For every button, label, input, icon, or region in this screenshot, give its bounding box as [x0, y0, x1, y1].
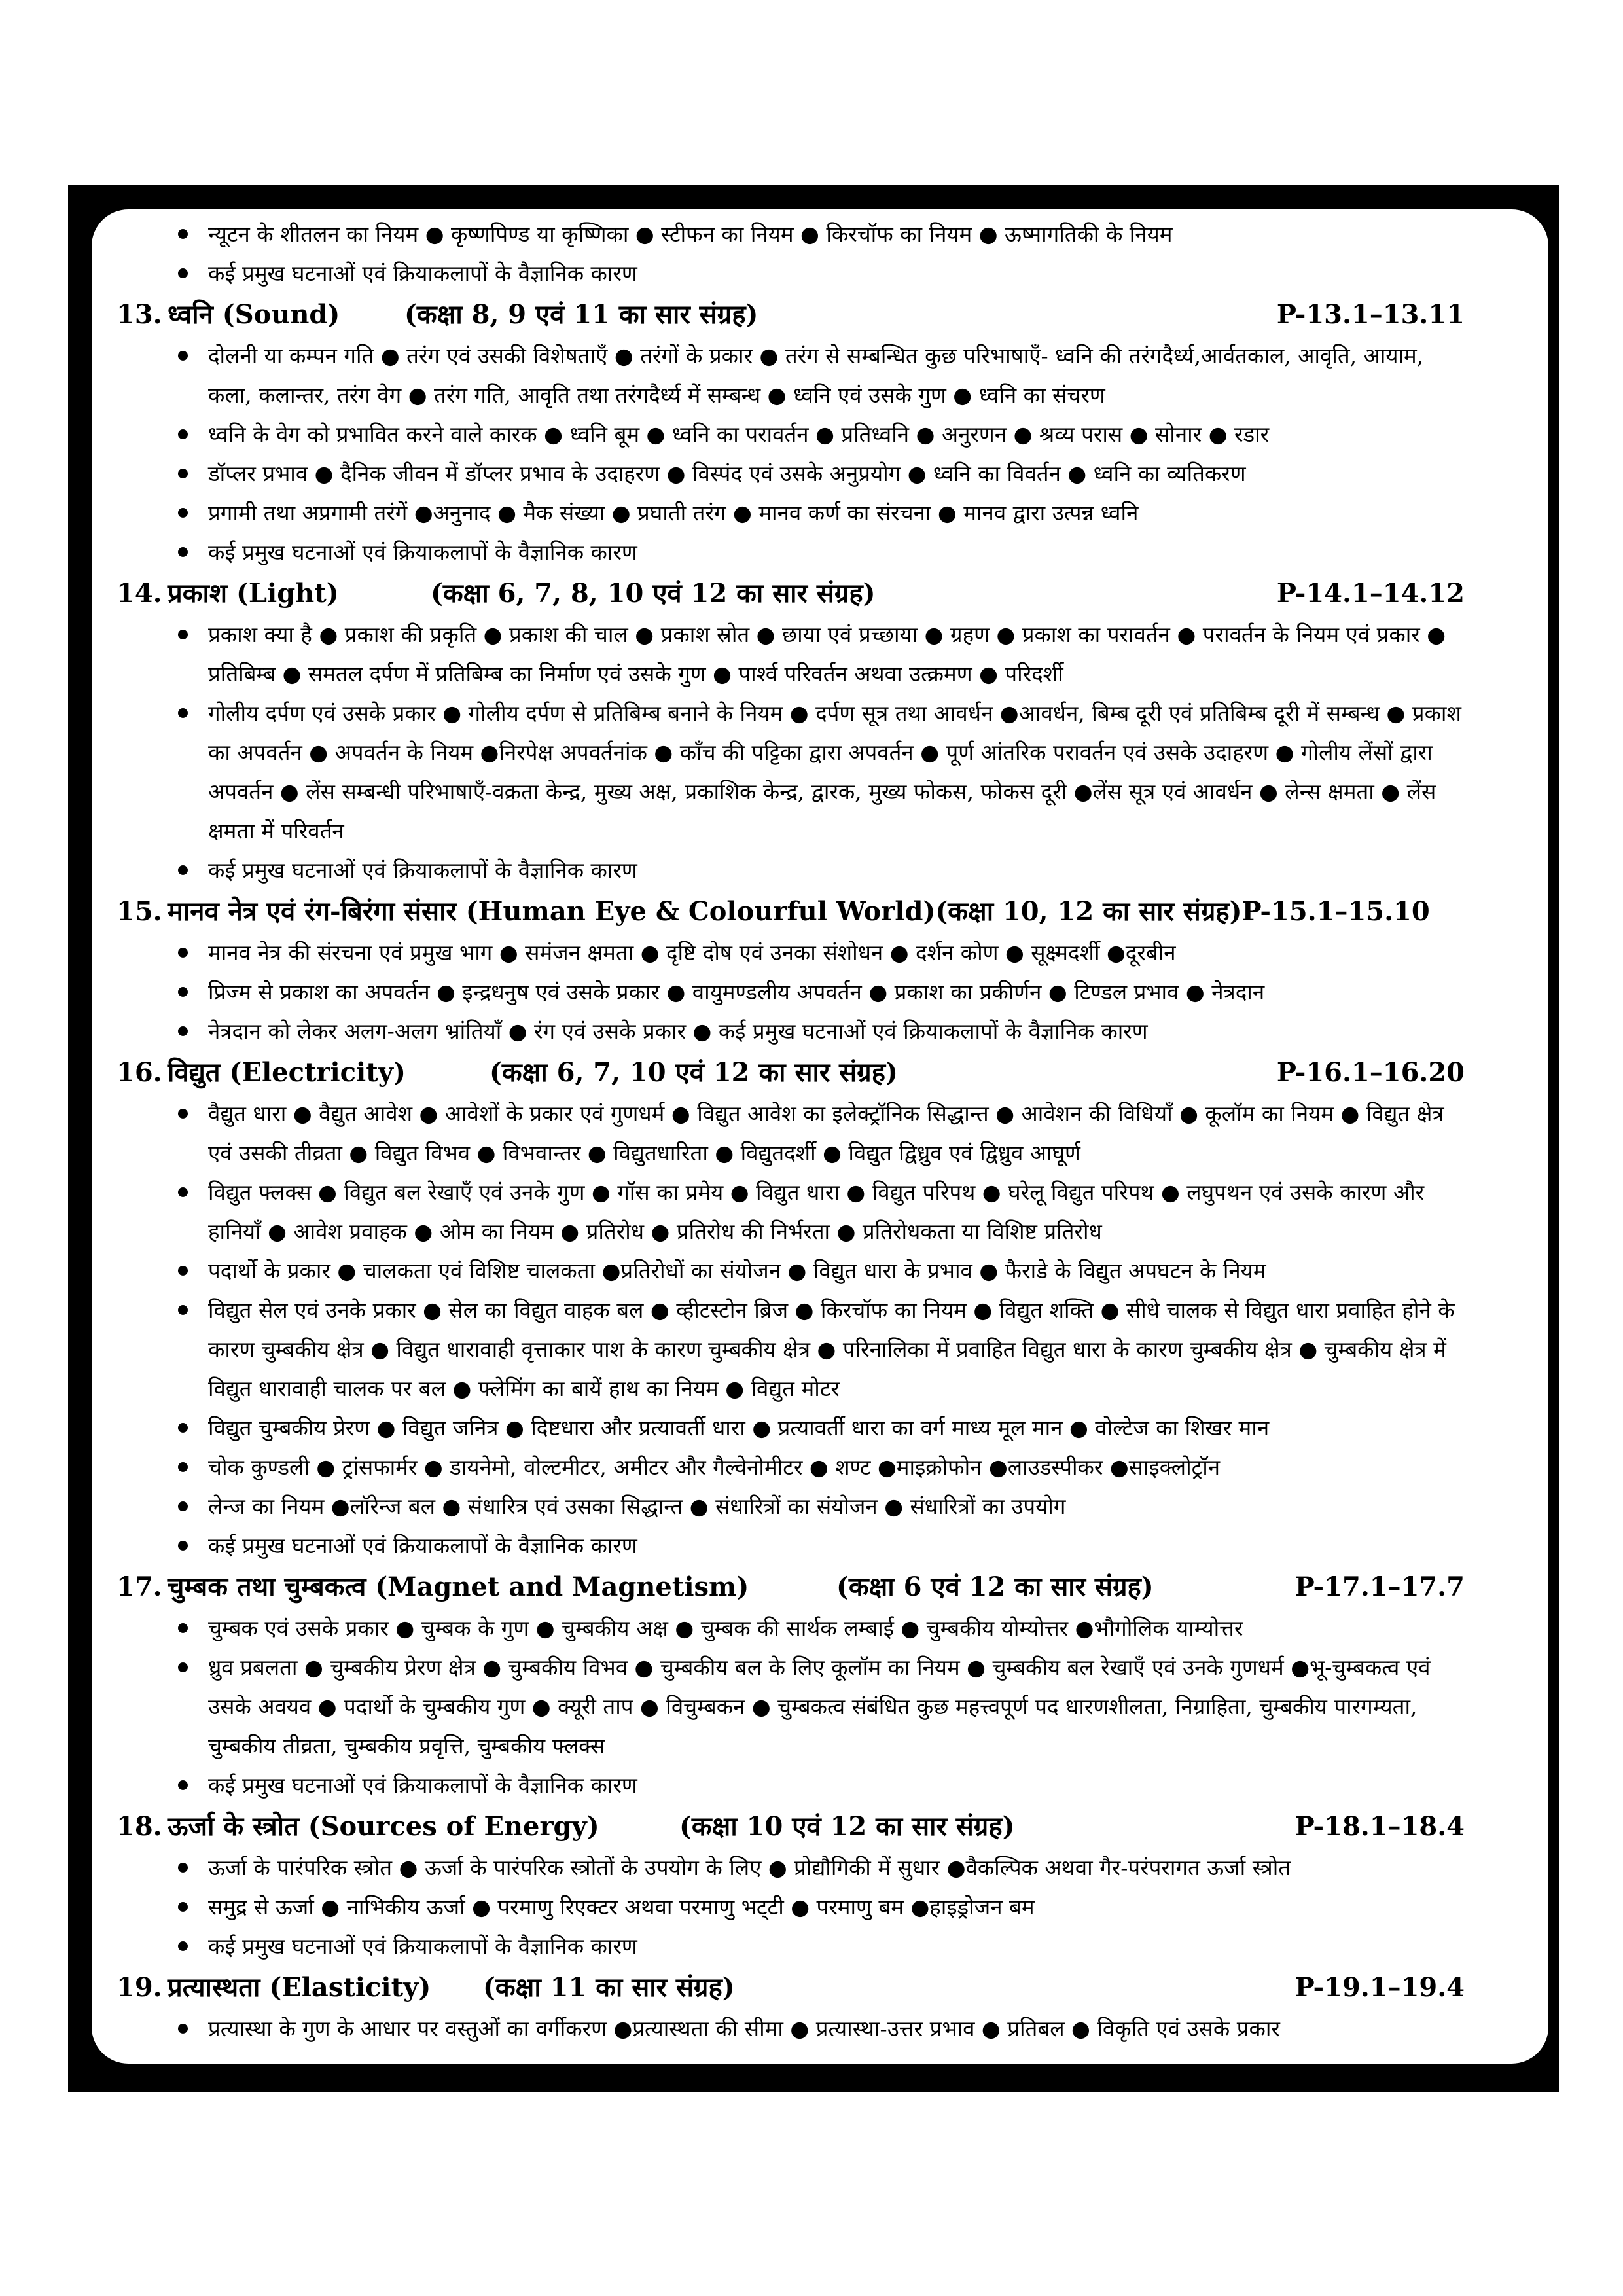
chapter-page-range: P-19.1–19.4 [1294, 1972, 1465, 2003]
list-item: लेन्ज का नियम ●लॉरेन्ज बल ● संधारित्र एवं उसका सिद्धान्त ● संधारित्रों का संयोजन ● संधारित्रों का उपयोग [116, 1487, 1465, 1526]
list-item: चुम्बक एवं उसके प्रकार ● चुम्बक के गुण ● चुम्बकीय अक्ष ● चुम्बक की सार्थक लम्बाई ● चुम्बकीय योम्योत्तर ●भौगोलिक याम्योत्तर [116, 1609, 1465, 1648]
list-item: प्रगामी तथा अप्रगामी तरंगें ●अनुनाद ● मैक संख्या ● प्रघाती तरंग ● मानव कर्ण का संरचना ● मानव द्वारा उत्पन्न ध्वनि [116, 493, 1465, 533]
chapter-section [116, 215, 1465, 293]
chapter-title: प्रकाश (Light) [168, 578, 339, 609]
list-item: चोक कुण्डली ● ट्रांसफार्मर ● डायनेमो, वोल्टमीटर, अमीटर और गैल्वेनोमीटर ● शण्ट ●माइक्रोफोन ●लाउडस्पीकर ●साइक्लोट्रॉन [116, 1448, 1465, 1487]
topic-list [116, 1848, 1465, 1966]
list-item: प्रिज्म से प्रकाश का अपवर्तन ● इन्द्रधनुष एवं उसके प्रकार ● वायुमण्डलीय अपवर्तन ● प्रकाश का प्रकीर्णन ● टिण्डल प्रभाव ● नेत्रदान [116, 973, 1465, 1012]
chapter-title: प्रत्यास्थता (Elasticity) [168, 1972, 431, 2003]
chapter-page-range: P-18.1–18.4 [1294, 1811, 1465, 1842]
chapter-section [116, 1051, 1465, 1566]
chapter-title: विद्युत (Electricity) [168, 1057, 406, 1088]
chapter-heading [116, 1805, 1465, 1848]
list-item: मानव नेत्र की संरचना एवं प्रमुख भाग ● समंजन क्षमता ● दृष्टि दोष एवं उनका संशोधन ● दर्शन कोण ● सूक्ष्मदर्शी ●दूरबीन [116, 933, 1465, 973]
chapter-class-note: (कक्षा 6, 7, 8, 10 एवं 12 का सार संग्रह) [431, 578, 876, 609]
list-item: विद्युत सेल एवं उनके प्रकार ● सेल का विद्युत वाहक बल ● व्हीटस्टोन ब्रिज ● किरचॉफ का नियम ● विद्युत शक्ति ● सीधे चालक से विद्युत धारा प्रवाहित होने के कारण चुम्बकीय क्षेत्र ● विद्युत धारावाही वृत्ताकार पाश के कारण चुम्बकीय क्षेत्र ● परिनालिका में प्रवाहित विद्युत धारा के कारण चुम्बकीय क्षेत्र ● चुम्बकीय क्षेत्र में विद्युत धारावाही चालक पर बल ● फ्लेमिंग का बायें हाथ का नियम ● विद्युत मोटर [116, 1291, 1465, 1408]
list-item: कई प्रमुख घटनाओं एवं क्रियाकलापों के वैज्ञानिक कारण [116, 851, 1465, 890]
list-item: गोलीय दर्पण एवं उसके प्रकार ● गोलीय दर्पण से प्रतिबिम्ब बनाने के नियम ● दर्पण सूत्र तथा आवर्धन ●आवर्धन, बिम्ब दूरी एवं प्रतिबिम्ब दूरी में सम्बन्ध ● प्रकाश का अपवर्तन ● अपवर्तन के नियम ●निरपेक्ष अपवर्तनांक ● काँच की पट्टिका द्वारा अपवर्तन ● पूर्ण आंतरिक परावर्तन एवं उसके उदाहरण ● गोलीय लेंसों द्वारा अपवर्तन ● लेंस सम्बन्धी परिभाषाएँ-वक्रता केन्द्र, मुख्य अक्ष, प्रकाशिक केन्द्र, द्वारक, मुख्य फोकस, फोकस दूरी ●लेंस सूत्र एवं आवर्धन ● लेन्स क्षमता ● लेंस क्षमता में परिवर्तन [116, 694, 1465, 851]
chapter-heading [116, 293, 1465, 336]
topic-list [116, 1609, 1465, 1805]
chapter-number: 19. [116, 1972, 162, 2003]
list-item: कई प्रमुख घटनाओं एवं क्रियाकलापों के वैज्ञानिक कारण [116, 1526, 1465, 1566]
chapter-class-note: (कक्षा 8, 9 एवं 11 का सार संग्रह) [404, 299, 758, 330]
topic-list [116, 215, 1465, 293]
chapter-section [116, 293, 1465, 572]
chapter-title: ऊर्जा के स्त्रोत (Sources of Energy) [168, 1811, 599, 1842]
chapter-page-range: P-16.1–16.20 [1276, 1057, 1465, 1088]
list-item: ध्रुव प्रबलता ● चुम्बकीय प्रेरण क्षेत्र ● चुम्बकीय विभव ● चुम्बकीय बल के लिए कूलॉम का नियम ● चुम्बकीय बल रेखाएँ एवं उनके गुणधर्म ●भू-चुम्बकत्व एवं उसके अवयव ● पदार्थो के चुम्बकीय गुण ● क्यूरी ताप ● विचुम्बकन ● चुम्बकत्व संबंधित कुछ महत्त्वपूर्ण पद धारणशीलता, निग्राहिता, चुम्बकीय पारगम्यता, चुम्बकीय तीव्रता, चुम्बकीय प्रवृत्ति, चुम्बकीय फ्लक्स [116, 1648, 1465, 1766]
chapter-number: 17. [116, 1571, 162, 1602]
list-item: समुद्र से ऊर्जा ● नाभिकीय ऊर्जा ● परमाणु रिएक्टर अथवा परमाणु भट्‌टी ● परमाणु बम ●हाइड्रोजन बम [116, 1888, 1465, 1927]
chapter-class-note: (कक्षा 6 एवं 12 का सार संग्रह) [836, 1571, 1154, 1602]
chapter-number: 16. [116, 1057, 162, 1088]
list-item: कई प्रमुख घटनाओं एवं क्रियाकलापों के वैज्ञानिक कारण [116, 533, 1465, 572]
list-item: ध्वनि के वेग को प्रभावित करने वाले कारक ● ध्वनि बूम ● ध्वनि का परावर्तन ● प्रतिध्वनि ● अनुरणन ● श्रव्य परास ● सोनार ● रडार [116, 415, 1465, 454]
topic-list [116, 1094, 1465, 1566]
list-item: न्यूटन के शीतलन का नियम ● कृष्णपिण्ड या कृष्णिका ● स्टीफन का नियम ● किरचॉफ का नियम ● ऊष्मागतिकी के नियम [116, 215, 1465, 254]
chapter-page-range: P-17.1–17.7 [1294, 1571, 1465, 1602]
list-item: कई प्रमुख घटनाओं एवं क्रियाकलापों के वैज्ञानिक कारण [116, 1766, 1465, 1805]
chapter-heading [116, 890, 1465, 933]
chapter-number: 18. [116, 1811, 162, 1842]
chapter-section [116, 890, 1465, 1051]
list-item: डॉप्लर प्रभाव ● दैनिक जीवन में डॉप्लर प्रभाव के उदाहरण ● विस्पंद एवं उसके अनुप्रयोग ● ध्वनि का विवर्तन ● ध्वनि का व्यतिकरण [116, 454, 1465, 493]
chapter-number: 15. [116, 896, 162, 927]
chapter-section [116, 572, 1465, 890]
topic-list [116, 933, 1465, 1051]
chapter-heading [116, 1966, 1465, 2009]
chapter-title: चुम्बक तथा चुम्बकत्व (Magnet and Magnetism) [168, 1571, 749, 1602]
chapter-number: 14. [116, 578, 162, 609]
chapter-heading [116, 1051, 1465, 1094]
chapter-heading [116, 1566, 1465, 1609]
chapter-page-range: P-13.1–13.11 [1276, 299, 1465, 330]
chapter-title: मानव नेत्र एवं रंग-बिरंगा संसार (Human Eye & Colourful World)(कक्षा 10, 12 का सार संग्रह)P-15.1–15.10 [168, 896, 1430, 927]
topic-list [116, 2009, 1465, 2049]
chapter-section [116, 1805, 1465, 1966]
list-item: प्रकाश क्या है ● प्रकाश की प्रकृति ● प्रकाश की चाल ● प्रकाश स्रोत ● छाया एवं प्रच्छाया ● ग्रहण ● प्रकाश का परावर्तन ● परावर्तन के नियम एवं प्रकार ● प्रतिबिम्ब ● समतल दर्पण में प्रतिबिम्ब का निर्माण एवं उसके गुण ● पार्श्व परिवर्तन अथवा उत्क्रमण ● परिदर्शी [116, 615, 1465, 694]
chapter-class-note: (कक्षा 6, 7, 10 एवं 12 का सार संग्रह) [490, 1057, 898, 1088]
list-item: कई प्रमुख घटनाओं एवं क्रियाकलापों के वैज्ञानिक कारण [116, 254, 1465, 293]
list-item: ऊर्जा के पारंपरिक स्त्रोत ● ऊर्जा के पारंपरिक स्त्रोतों के उपयोग के लिए ● प्रोद्यौगिकी में सुधार ●वैकल्पिक अथवा गैर-परंपरागत ऊर्जा स्त्रोत [116, 1848, 1465, 1888]
chapter-section [116, 1966, 1465, 2049]
chapter-class-note: (कक्षा 10 एवं 12 का सार संग्रह) [679, 1811, 1015, 1842]
list-item: पदार्थो के प्रकार ● चालकता एवं विशिष्ट चालकता ●प्रतिरोधों का संयोजन ● विद्युत धारा के प्रभाव ● फैराडे के विद्युत अपघटन के नियम [116, 1251, 1465, 1291]
list-item: दोलनी या कम्पन गति ● तरंग एवं उसकी विशेषताएँ ● तरंगों के प्रकार ● तरंग से सम्बन्धित कुछ परिभाषाएँ- ध्वनि की तरंगदैर्ध्य,आर्वतकाल, आवृति, आयाम, कला, कलान्तर, तरंग वेग ● तरंग गति, आवृति तथा तरंगदैर्ध्य में सम्बन्ध ● ध्वनि एवं उसके गुण ● ध्वनि का संचरण [116, 336, 1465, 415]
list-item: प्रत्यास्था के गुण के आधार पर वस्तुओं का वर्गीकरण ●प्रत्यास्थता की सीमा ● प्रत्यास्था-उत्तर प्रभाव ● प्रतिबल ● विकृति एवं उसके प्रकार [116, 2009, 1465, 2049]
chapter-heading [116, 572, 1465, 615]
chapter-class-note: (कक्षा 11 का सार संग्रह) [483, 1972, 735, 2003]
list-item: विद्युत फ्लक्स ● विद्युत बल रेखाएँ एवं उनके गुण ● गॉस का प्रमेय ● विद्युत धारा ● विद्युत परिपथ ● घरेलू विद्युत परिपथ ● लघुपथन एवं उसके कारण और हानियाँ ● आवेश प्रवाहक ● ओम का नियम ● प्रतिरोध ● प्रतिरोध की निर्भरता ● प्रतिरोधकता या विशिष्ट प्रतिरोध [116, 1173, 1465, 1251]
topic-list [116, 336, 1465, 572]
topic-list [116, 615, 1465, 890]
chapter-section [116, 1566, 1465, 1805]
chapter-title: ध्वनि (Sound) [168, 299, 340, 330]
list-item: विद्युत चुम्बकीय प्रेरण ● विद्युत जनित्र ● दिष्टधारा और प्रत्यावर्ती धारा ● प्रत्यावर्ती धारा का वर्ग माध्य मूल मान ● वोल्टेज का शिखर मान [116, 1408, 1465, 1448]
chapter-number: 13. [116, 299, 162, 330]
chapter-page-range: P-14.1–14.12 [1276, 578, 1465, 609]
list-item: वैद्युत धारा ● वैद्युत आवेश ● आवेशों के प्रकार एवं गुणधर्म ● विद्युत आवेश का इलेक्ट्रॉनिक सिद्धान्त ● आवेशन की विधियाँ ● कूलॉम का नियम ● विद्युत क्षेत्र एवं उसकी तीव्रता ● विद्युत विभव ● विभवान्तर ● विद्युतधारिता ● विद्युतदर्शी ● विद्युत द्विध्रुव एवं द्विध्रुव आघूर्ण [116, 1094, 1465, 1173]
list-item: नेत्रदान को लेकर अलग-अलग भ्रांतियाँ ● रंग एवं उसके प्रकार ● कई प्रमुख घटनाओं एवं क्रियाकलापों के वैज्ञानिक कारण [116, 1012, 1465, 1051]
list-item: कई प्रमुख घटनाओं एवं क्रियाकलापों के वैज्ञानिक कारण [116, 1927, 1465, 1966]
table-of-contents [116, 215, 1465, 2049]
